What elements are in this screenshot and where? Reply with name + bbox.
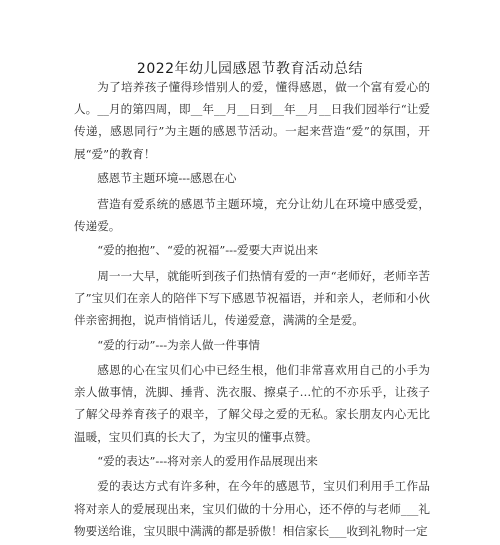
section-heading-action: “爱的行动”---为亲人做一件事情: [97, 337, 260, 352]
paragraph-hug: 周一一大早，就能听到孩子们热情有爱的一声“老师好，老师辛苦了”宝贝们在亲人的陪伴下写下感恩节祝福语，并和亲人，老师和小伙伴亲密拥抱，说声悄悄话儿，传递爱意，满满的全是爱。: [74, 268, 430, 328]
document-title: 2022年幼儿园感恩节教育活动总结: [136, 61, 364, 77]
paragraph-expression: 爱的表达方式有许多种，在今年的感恩节，宝贝们利用手工作品将对亲人的爱展现出来，宝贝们做的十分用心，还不停的与老师___礼物要送给谁，宝贝眼中满满的都是骄傲！相信家长___收到礼物时一定: [74, 479, 430, 538]
paragraph-action: 感恩的心在宝贝们心中已经生根，他们非常喜欢用自己的小手为亲人做事情，洗脚、捶背、洗衣服、擦桌子…忙的不亦乐乎，让孩子了解父母养育孩子的艰辛，了解父母之爱的无私。家长朋友内心无比温暖，宝贝们真的长大了，为宝贝的懂事点赞。: [74, 362, 430, 444]
paragraph-intro: 为了培养孩子懂得珍惜别人的爱，懂得感恩，做一个富有爱心的人。__月的第四周，即__年__月__日到__年__月__日我们园举行“让爱传递，感恩同行”为主题的感恩节活动。一起来营造“爱”的氛围，开展“爱”的教育！: [74, 80, 430, 161]
section-heading-hug: “爱的抱抱”、“爱的祝福”---爱要大声说出来: [97, 243, 319, 258]
paragraph-environment: 营造有爱系统的感恩节主题环境，充分让幼儿在环境中感受爱，传递爱。: [74, 196, 430, 233]
document-body: [74, 76, 430, 545]
section-heading-expression: “爱的表达”---将对亲人的爱用作品展现出来: [97, 454, 318, 469]
section-heading-environment: 感恩节主题环境---感恩在心: [97, 171, 237, 186]
